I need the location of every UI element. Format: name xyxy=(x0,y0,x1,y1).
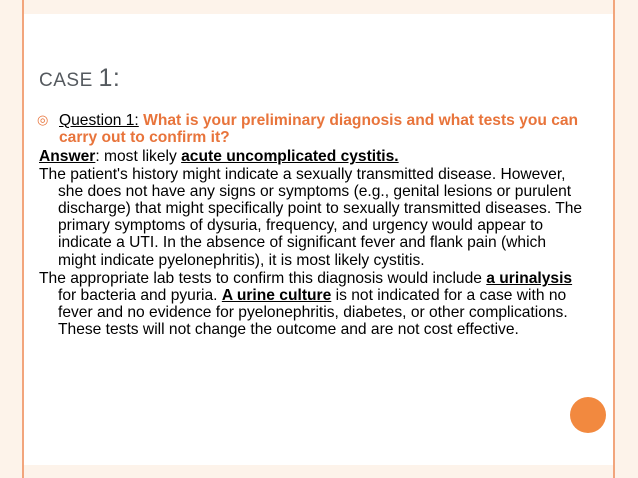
slide-title xyxy=(39,64,120,93)
urinalysis-text: a urinalysis xyxy=(486,269,573,287)
question-text: What is your preliminary diagnosis and what tests you can carry out to confirm it? xyxy=(59,112,579,147)
question-item xyxy=(39,112,587,146)
urine-culture-text: A urine culture xyxy=(221,287,332,305)
frame-bottom-border xyxy=(24,465,613,478)
frame-left-border xyxy=(0,0,22,478)
title-prefix: CASE xyxy=(39,70,99,91)
paragraph-1: The patient's history might indicate a sexually transmitted disease. However, she does not have any signs or symptoms (e.g., genital lesions or purulent discharge) that might specifically point to sexually transmitted diseases. The primary symptoms of dysuria, frequency, and urgency would appear to indicate a UTI. In the absence of significant fever and flank pain (which might indicate pyelonephritis), it is most likely cystitis. xyxy=(39,165,583,269)
para2-part-a: The appropriate lab tests to confirm this diagnosis would include xyxy=(39,269,487,287)
orange-circle-icon xyxy=(570,397,606,433)
answer-value: acute uncomplicated cystitis. xyxy=(181,148,399,166)
frame-top-border xyxy=(24,0,613,14)
title-number: 1: xyxy=(98,64,121,92)
frame-right-border xyxy=(615,0,638,478)
bullet-icon: ◎ xyxy=(37,112,49,127)
slide-content xyxy=(39,112,587,340)
para2-part-c: is not indicated for a case with no fever and no evidence for pyelonephritis, diabetes, or other complications. These tests will not change the outcome and are not cost effective. xyxy=(58,287,568,339)
question-label: Question 1: xyxy=(59,112,139,129)
answer-sep: : most likely xyxy=(95,148,182,166)
para2-part-b: for bacteria and pyuria. xyxy=(58,287,222,305)
answer-line xyxy=(39,148,587,165)
frame-right-line xyxy=(613,0,615,478)
answer-label: Answer xyxy=(39,148,96,166)
frame-left-line xyxy=(22,0,24,478)
paragraph-2 xyxy=(39,270,587,339)
